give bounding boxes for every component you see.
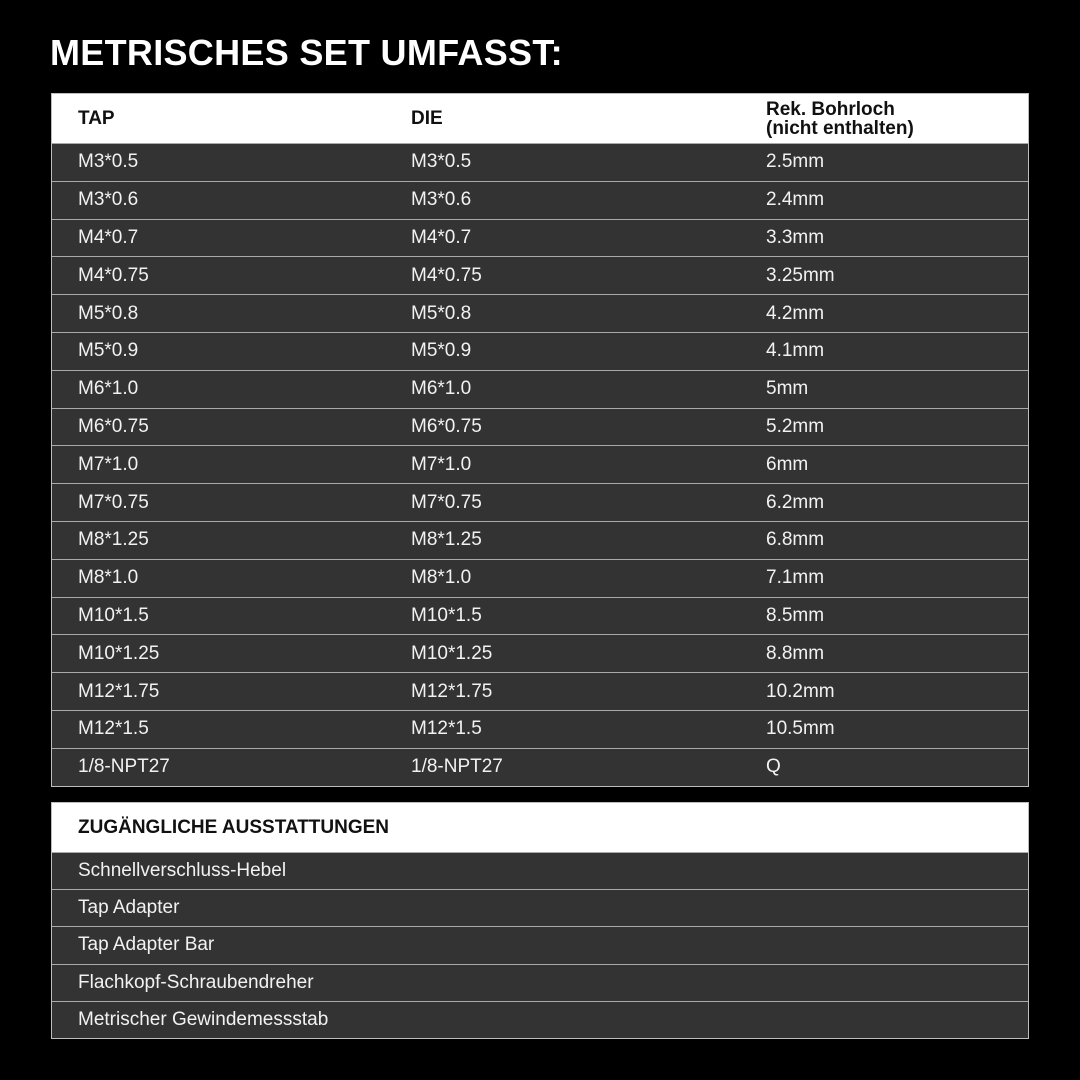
accessories-header: ZUGÄNGLICHE AUSSTATTUNGEN xyxy=(78,817,390,838)
drill-cell: 5.2mm xyxy=(766,415,825,437)
drill-cell: 6.2mm xyxy=(766,491,825,513)
page-title: METRISCHES SET UMFASST: xyxy=(50,32,563,73)
drill-cell: 7.1mm xyxy=(766,567,825,589)
table-row xyxy=(52,332,1028,370)
tap-cell: M8*1.0 xyxy=(78,567,139,589)
die-cell: M8*1.0 xyxy=(411,567,472,589)
table-row xyxy=(52,634,1028,672)
die-cell: M3*0.6 xyxy=(411,189,472,211)
table-row xyxy=(52,256,1028,294)
drill-cell: 8.8mm xyxy=(766,642,825,664)
drill-cell: 8.5mm xyxy=(766,604,825,626)
tap-cell: M5*0.9 xyxy=(78,340,139,362)
die-cell: M12*1.5 xyxy=(411,718,482,740)
table-row xyxy=(52,181,1028,219)
tap-cell: M5*0.8 xyxy=(78,302,139,324)
tap-cell: M8*1.25 xyxy=(78,529,149,551)
die-cell: M10*1.5 xyxy=(411,604,482,626)
accessory-label: Tap Adapter xyxy=(78,897,180,919)
header-drill-line1: Rek. Bohrloch xyxy=(766,98,895,120)
drill-cell: Q xyxy=(766,756,781,778)
die-cell: M7*0.75 xyxy=(411,491,482,513)
drill-cell: 4.1mm xyxy=(766,340,825,362)
list-item xyxy=(52,889,1028,926)
table-header-row xyxy=(52,94,1028,143)
drill-cell: 3.3mm xyxy=(766,226,825,248)
die-cell: M7*1.0 xyxy=(411,453,472,475)
table-row xyxy=(52,748,1028,786)
die-cell: M6*0.75 xyxy=(411,415,482,437)
table-row xyxy=(52,445,1028,483)
table-row xyxy=(52,597,1028,635)
drill-cell: 4.2mm xyxy=(766,302,825,324)
drill-cell: 2.5mm xyxy=(766,151,825,173)
accessories-header-row xyxy=(52,803,1028,852)
die-cell: 1/8-NPT27 xyxy=(411,756,503,778)
die-cell: M5*0.9 xyxy=(411,340,472,362)
accessory-label: Tap Adapter Bar xyxy=(78,934,215,956)
list-item xyxy=(52,926,1028,963)
accessory-label: Schnellverschluss-Hebel xyxy=(78,860,287,882)
tap-cell: M3*0.6 xyxy=(78,189,139,211)
die-cell: M8*1.25 xyxy=(411,529,482,551)
die-cell: M4*0.75 xyxy=(411,264,482,286)
die-cell: M10*1.25 xyxy=(411,642,493,664)
drill-cell: 5mm xyxy=(766,378,809,400)
table-row xyxy=(52,710,1028,748)
tap-cell: M4*0.75 xyxy=(78,264,149,286)
accessories-table xyxy=(51,802,1029,1039)
table-row xyxy=(52,521,1028,559)
drill-cell: 10.2mm xyxy=(766,680,835,702)
die-cell: M5*0.8 xyxy=(411,302,472,324)
tap-cell: M12*1.5 xyxy=(78,718,149,740)
die-cell: M6*1.0 xyxy=(411,378,472,400)
list-item xyxy=(52,964,1028,1001)
tap-cell: M10*1.25 xyxy=(78,642,160,664)
table-row xyxy=(52,672,1028,710)
tap-cell: 1/8-NPT27 xyxy=(78,756,170,778)
list-item xyxy=(52,852,1028,889)
table-row xyxy=(52,483,1028,521)
drill-cell: 3.25mm xyxy=(766,264,835,286)
tap-cell: M7*0.75 xyxy=(78,491,149,513)
tap-cell: M4*0.7 xyxy=(78,226,139,248)
metric-set-table xyxy=(51,93,1029,787)
tap-cell: M3*0.5 xyxy=(78,151,139,173)
table-row xyxy=(52,408,1028,446)
tap-cell: M6*1.0 xyxy=(78,378,139,400)
drill-cell: 6.8mm xyxy=(766,529,825,551)
tap-cell: M7*1.0 xyxy=(78,453,139,475)
die-cell: M12*1.75 xyxy=(411,680,493,702)
accessory-label: Flachkopf-Schraubendreher xyxy=(78,971,314,993)
header-die: DIE xyxy=(411,108,443,129)
drill-cell: 2.4mm xyxy=(766,189,825,211)
accessory-label: Metrischer Gewindemessstab xyxy=(78,1008,329,1030)
header-drill-line2: (nicht enthalten) xyxy=(766,117,914,139)
die-cell: M3*0.5 xyxy=(411,151,472,173)
die-cell: M4*0.7 xyxy=(411,226,472,248)
table-row xyxy=(52,370,1028,408)
header-tap: TAP xyxy=(78,108,115,129)
table-row xyxy=(52,143,1028,181)
tap-cell: M6*0.75 xyxy=(78,415,149,437)
header-drill-hole xyxy=(766,94,914,143)
table-row xyxy=(52,559,1028,597)
drill-cell: 10.5mm xyxy=(766,718,835,740)
tap-cell: M12*1.75 xyxy=(78,680,160,702)
list-item xyxy=(52,1001,1028,1038)
tap-cell: M10*1.5 xyxy=(78,604,149,626)
table-row xyxy=(52,219,1028,257)
drill-cell: 6mm xyxy=(766,453,809,475)
table-row xyxy=(52,294,1028,332)
